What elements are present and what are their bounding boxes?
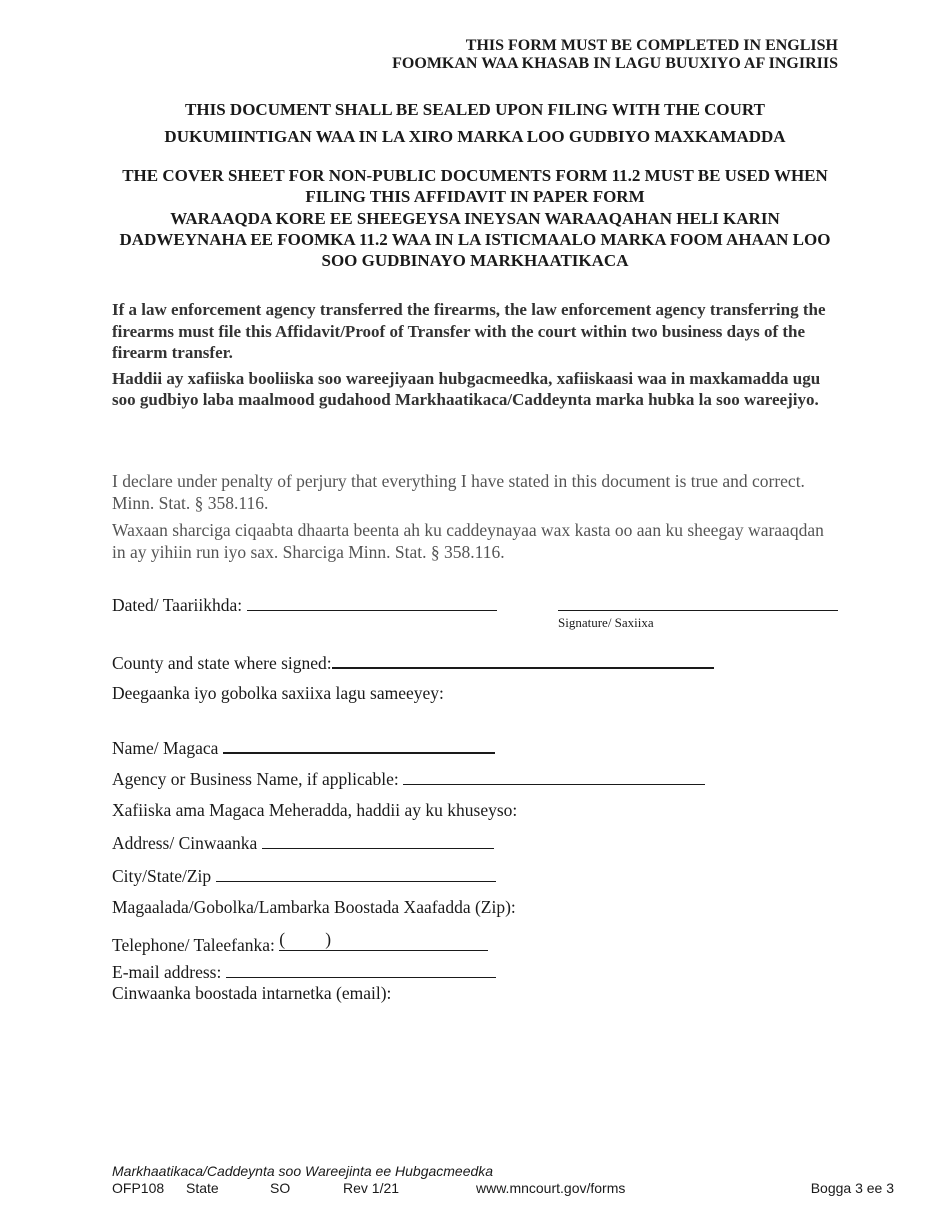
agency-field [112,767,705,790]
somali-notice: FOOMKAN WAA KHASAB IN LAGU BUUXIYO AF INGIRIIS [392,55,838,72]
area-code-open-paren: ( [279,929,286,949]
agency-somali-label: Xafiiska ama Magaca Meheradda, haddii ay ku khuseyso: [112,800,518,820]
footer-revision: Rev 1/21 [343,1180,400,1196]
area-code-close-paren: ) [325,929,332,949]
email-somali-label: Cinwaanka boostada intarnetka (email): [112,983,392,1003]
address-field [112,831,494,854]
footer-state: State [186,1180,219,1196]
footer-info-row [112,1180,894,1197]
agency-input-line[interactable] [403,767,705,785]
dated-label: Dated/ Taariikhda: [112,595,243,615]
dated-input-line[interactable] [247,593,497,611]
footer-language: SO [270,1180,291,1196]
english-notice: THIS FORM MUST BE COMPLETED IN ENGLISH [465,37,838,54]
name-input-line[interactable] [223,735,495,754]
law-enforcement-notice [112,299,838,415]
page-footer [112,1163,894,1197]
cover-sheet-english: THE COVER SHEET FOR NON-PUBLIC DOCUMENTS FORM 11.2 MUST BE USED WHEN FILING THIS AFFIDAVIT IN PAPER FORM [122,166,828,206]
county-state-field [112,650,714,674]
footer-form-title: Markhaatikaca/Caddeynta soo Wareejinta ee Hubgacmeedka [112,1163,494,1179]
agency-label: Agency or Business Name, if applicable: [112,769,399,789]
telephone-input-line[interactable] [279,928,488,951]
city-state-zip-label: City/State/Zip [112,866,212,886]
footer-website[interactable]: www.mncourt.gov/forms [476,1180,626,1196]
telephone-label: Telephone/ Taleefanka: [112,935,275,955]
signature-label: Signature/ Saxiixa [558,615,654,630]
address-label: Address/ Cinwaanka [112,833,258,853]
law-enforcement-english: If a law enforcement agency transferred the firearms, the law enforcement agency transferring the firearms must file this Affidavit/Proof of Transfer with the court within two business days of the firearm transfer. [112,300,826,362]
declaration-english: I declare under penalty of perjury that everything I have stated in this document is true and correct. Minn. Stat. § 358.116. [112,471,805,513]
city-state-zip-input-line[interactable] [216,864,496,882]
email-input-line[interactable] [226,960,496,978]
county-state-somali-label: Deegaanka iyo gobolka saxiixa lagu sameeyey: [112,683,444,703]
name-label: Name/ Magaca [112,738,219,758]
county-state-label: County and state where signed: [112,653,332,673]
signature-input-line[interactable] [558,610,838,611]
language-notice [392,37,838,73]
address-input-line[interactable] [262,831,494,849]
cover-sheet-notice [112,165,838,271]
dated-field [112,593,497,616]
email-label: E-mail address: [112,962,222,982]
city-state-zip-field [112,864,496,887]
footer-page-number: Bogga 3 ee 3 [810,1180,894,1196]
law-enforcement-somali: Haddii ay xafiiska booliiska soo wareejiyaan hubgacmeedka, xafiiskaasi waa in maxkamadda ugu soo gudbiyo laba maalmood gudahood Markhaatikaca/Caddeynta marka hubka la soo wareejiyo. [112,368,821,409]
footer-form-code: OFP108 [112,1180,165,1196]
name-field [112,735,495,759]
county-state-input-line[interactable] [332,650,714,669]
perjury-declaration [112,470,838,568]
city-state-zip-somali-label: Magaalada/Gobolka/Lambarka Boostada Xaafadda (Zip): [112,897,516,917]
declaration-somali: Waxaan sharciga ciqaabta dhaarta beenta ah ku caddeynayaa wax kasta oo aan ku sheegay waraaqdan in ay yihiin run iyo sax. Sharciga Minn. Stat. § 358.116. [112,520,824,562]
cover-sheet-somali: WARAAQDA KORE EE SHEEGEYSA INEYSAN WARAAQAHAN HELI KARIN DADWEYNAHA EE FOOMKA 11.2 WAA IN LA ISTICMAALO MARKA FOOM AHAAN LOO SOO GUDBINAYO MARKHAATIKACA [119,209,831,270]
sealed-notice [112,96,838,150]
sealed-somali: DUKUMIINTIGAN WAA IN LA XIRO MARKA LOO GUDBIYO MAXKAMADDA [164,127,786,146]
email-field [112,960,496,983]
sealed-english: THIS DOCUMENT SHALL BE SEALED UPON FILING WITH THE COURT [185,100,765,119]
telephone-field [112,928,488,956]
